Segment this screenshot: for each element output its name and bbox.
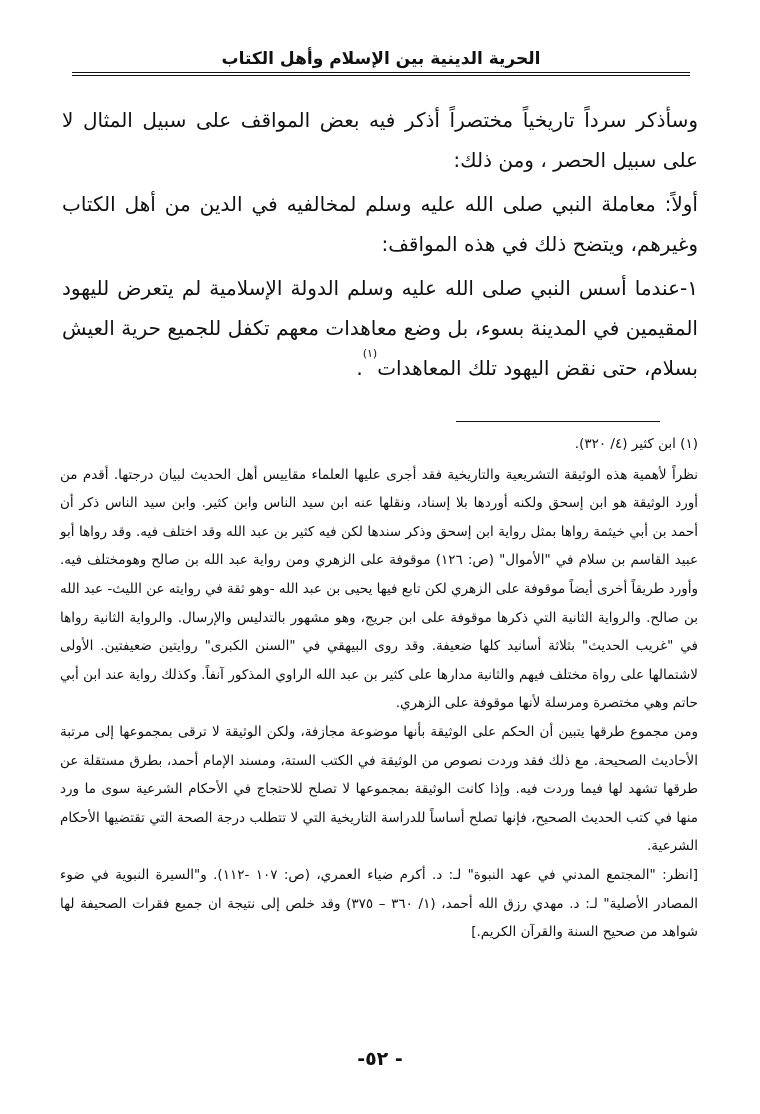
footnote-paragraph: نظراً لأهمية هذه الوثيقة التشريعية والتاريخية فقد أجرى عليها العلماء مقاييس أهل الحديث لبيان درجتها. أقدم من أورد الوثيقة هو ابن إسحق ولكنه أوردها بلا إسناد، ونقلها عنه ابن سيد الناس وابن كثير. وابن سيد الناس ذكر أن أحمد بن أبي خيثمة رواها بمثل رواية ابن إسحق وذكر سندها لكن فيه كثير بن عبد الله وقد اختلف فيه. وقد رواها أبو عبيد القاسم بن سلام في "الأموال" (ص: ١٢٦) موقوفة على الزهري ومن رواية عبد الله بن صالح وهومختلف فيه. وأورد طريقاً أخرى أيضاً موقوفة على الزهري لكن تابع فيها يحيى بن عبد الله -وهو ثقة في روايته عن الليث- عبد الله بن صالح. والرواية الثانية التي ذكرها موقوفة على ابن جريج، وهو مشهور بالتدليس والإرسال. والرواية الثانية رواها في "غريب الحديث" بثلاثة أسانيد كلها ضعيفة. وقد روى البيهقي في "السنن الكبرى" روايتين ضعيفتين. الأولى لاشتمالها على رواة مختلف فيهم والثانية مدارها على كثير بن عبد الله الراوي المذكور آنفاً. وكذلك رواية عند ابن أبي حاتم وهي مختصرة ومرسلة لأنها موقوفة على الزهري. — [60, 466, 699, 712]
item1-text: ١-عندما أسس النبي صلى الله عليه وسلم الدولة الإسلامية لم يتعرض لليهود المقيمين في المدينة بسوء، بل وضع معاهدات معهم تكفل للجميع حرية العيش بسلام، حتى نقض اليهود تلك المعاهدات — [62, 276, 698, 380]
body-paragraph-item1 — [62, 268, 698, 388]
running-header: الحرية الدينية بين الإسلام وأهل الكتاب — [221, 49, 541, 69]
main-text — [62, 100, 698, 392]
body-paragraph: وسأذكر سرداً تاريخياً مختصراً أذكر فيه بعض المواقف على سبيل المثال لا على سبيل الحصر ، ومن ذلك: — [62, 108, 698, 172]
body-paragraph: أولاً: معاملة النبي صلى الله عليه وسلم لمخالفيه في الدين من أهل الكتاب وغيرهم، ويتضح ذلك في هذه المواقف: — [62, 192, 698, 256]
item1-end: . — [356, 356, 363, 380]
footnote-paragraph: ومن مجموع طرقها يتبين أن الحكم على الوثيقة بأنها موضوعة مجازفة، ولكن الوثيقة لا ترقى بمجموعها إلى مرتبة الأحاديث الصحيحة. مع ذلك فقد وردت نصوص من الوثيقة في الكتب الستة، ومسند الإمام أحمد، بطرق مستقلة عن طرقها تشهد لها فيما وردت فيه. وإذا كانت الوثيقة بمجموعها لا تصلح للاحتجاج في الأحكام الشرعية سوى ما ورد منها في كتب الحديث الصحيح، فإنها تصلح أساساً للدراسة التاريخية التي لا تتطلب درجة الصحة التي تقتضيها الأحكام الشرعية. — [60, 723, 698, 855]
footnotes — [60, 430, 698, 947]
footnote-paragraph: [انظر: "المجتمع المدني في عهد النبوة" لـ: د. أكرم ضياء العمري، (ص: ١٠٧ -١١٢). و"السيرة النبوية في ضوء المصادر الأصلية" لـ: د. مهدي رزق الله أحمد، (١/ ٣٦٠ – ٣٧٥) وقد خلص إلى نتيجة ان جميع فقرات الصحيفة لها شواهد من صحيح السنة والقرآن الكريم.] — [60, 866, 698, 941]
footnote-separator — [456, 421, 660, 422]
footnote-reference[interactable]: (١) — [362, 347, 378, 360]
header-rule — [72, 72, 690, 73]
page-number: - ٥٢- — [357, 1048, 403, 1070]
footnote-1: (١) ابن كثير (٤/ ٣٢٠). — [574, 436, 698, 452]
header-rule-thin — [72, 75, 690, 76]
